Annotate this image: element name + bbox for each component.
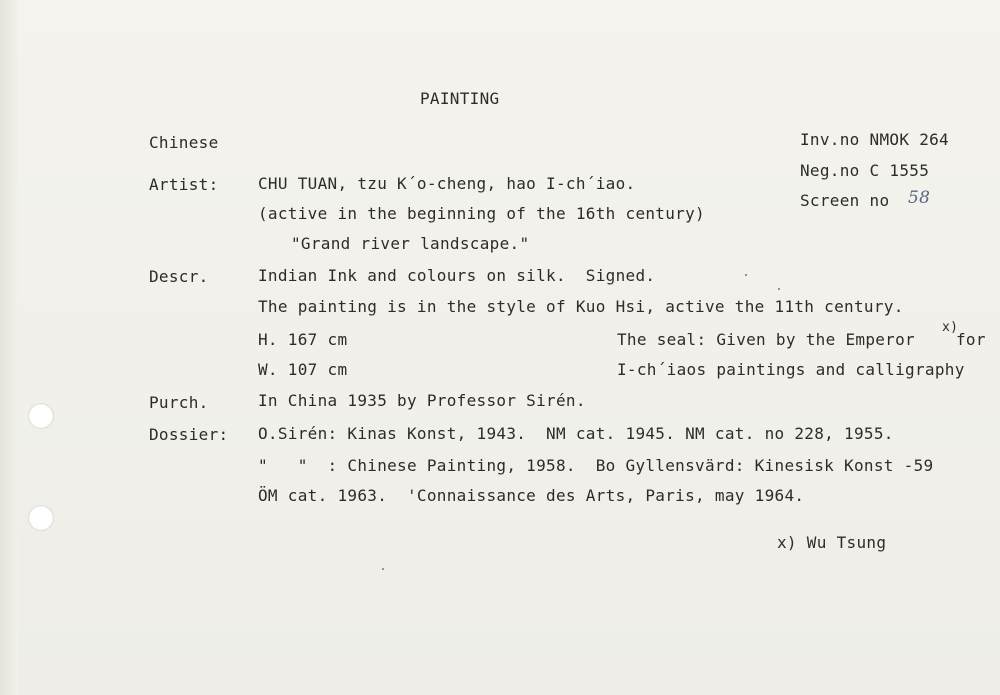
negative-number: Neg.no C 1555	[800, 161, 930, 180]
seal-description: The seal: Given by the Emperor	[617, 330, 915, 349]
inventory-number: Inv.no NMOK 264	[800, 130, 949, 149]
footnote: x) Wu Tsung	[777, 533, 887, 552]
dossier-label: Dossier:	[149, 425, 229, 444]
punch-hole-top	[28, 403, 54, 429]
ink-speck	[778, 288, 780, 290]
screen-number-value: 58	[908, 188, 931, 208]
description-label: Descr.	[149, 267, 209, 286]
purchase-label: Purch.	[149, 393, 209, 412]
description-medium: Indian Ink and colours on silk. Signed.	[258, 266, 656, 285]
artist-period: (active in the beginning of the 16th century)	[258, 204, 705, 223]
purchase-info: In China 1935 by Professor Sirén.	[258, 391, 586, 410]
ink-speck	[745, 274, 747, 276]
artist-label: Artist:	[149, 175, 219, 194]
dossier-line-1: O.Sirén: Kinas Konst, 1943. NM cat. 1945. NM cat. no 228, 1955.	[258, 424, 894, 443]
ink-speck	[382, 568, 384, 570]
painting-width: W. 107 cm	[258, 360, 348, 379]
seal-footnote-marker: x)	[942, 320, 959, 335]
painting-height: H. 167 cm	[258, 330, 348, 349]
seal-description-end: for	[956, 330, 986, 349]
card-left-edge	[0, 0, 18, 695]
screen-number-label: Screen no	[800, 191, 890, 210]
card-heading: PAINTING	[420, 89, 500, 108]
artist-name: CHU TUAN, tzu K´o-cheng, hao I-ch´iao.	[258, 174, 636, 193]
description-style: The painting is in the style of Kuo Hsi, active the 11th century.	[258, 297, 904, 316]
origin-text: Chinese	[149, 133, 219, 152]
dossier-line-2: " " : Chinese Painting, 1958. Bo Gyllensvärd: Kinesisk Konst -59	[258, 456, 934, 475]
dossier-line-3: ÖM cat. 1963. 'Connaissance des Arts, Paris, may 1964.	[258, 486, 805, 505]
painting-title: "Grand river landscape."	[291, 234, 530, 253]
seal-description-continued: I-ch´iaos paintings and calligraphy	[617, 360, 965, 379]
punch-hole-bottom	[28, 505, 54, 531]
